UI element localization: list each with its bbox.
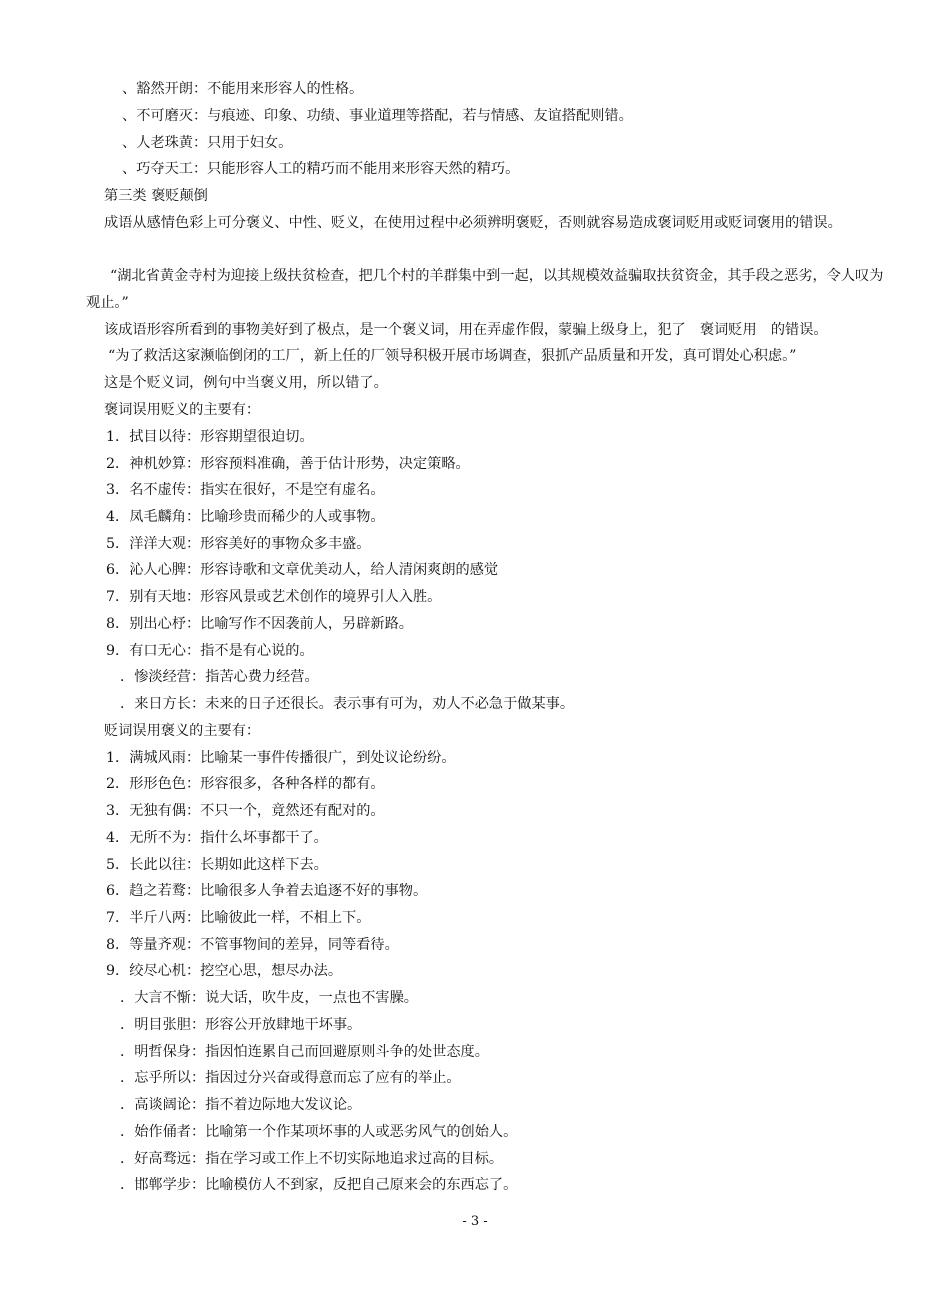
praise-item: ．来日方长：未来的日子还很长。表示事有可为，劝人不必急于做某事。 [120, 696, 575, 712]
note-line: 、不可磨灭：与痕迹、印象、功绩、事业道理等搭配，若与情感、友谊搭配则错。 [122, 108, 633, 124]
praise-item: 6．沁人心脾：形容诗歌和文章优美动人，给人清闲爽朗的感觉 [106, 562, 499, 578]
praise-item: 1．拭目以待：形容期望很迫切。 [106, 429, 314, 445]
note-line: 、豁然开朗：不能用来形容人的性格。 [122, 81, 364, 97]
derog-item: ．明目张胆：形容公开放肆地干坏事。 [120, 1017, 362, 1033]
praise-item: 3．名不虚传：指实在很好，不是空有虚名。 [106, 482, 385, 498]
derog-item: ．好高骛远：指在学习或工作上不切实际地追求过高的目标。 [120, 1151, 504, 1167]
derog-item: ．始作俑者：比喻第一个作某项坏事的人或恶劣风气的创始人。 [120, 1124, 518, 1140]
derog-item: ．高谈阔论：指不着边际地大发议论。 [120, 1097, 362, 1113]
praise-item: 4．凤毛麟角：比喻珍贵而稀少的人或事物。 [106, 509, 385, 525]
explanation-2: 这是个贬义词，例句中当褒义用，所以错了。 [104, 375, 388, 391]
intro-paragraph: 成语从感情色彩上可分褒义、中性、贬义，在使用过程中必须辨明褒贬，否则就容易造成褒词贬用或贬词褒用的错误。 [104, 215, 842, 231]
derog-item: 3．无独有偶：不只一个，竟然还有配对的。 [106, 803, 385, 819]
derog-item: ．大言不惭：说大话，吹牛皮，一点也不害臊。 [120, 990, 418, 1006]
derog-item: ．忘乎所以：指因过分兴奋或得意而忘了应有的举止。 [120, 1070, 461, 1086]
derog-item: ．邯郸学步：比喻模仿人不到家，反把自己原来会的东西忘了。 [120, 1177, 518, 1193]
praise-item: ．惨淡经营：指苦心费力经营。 [120, 669, 319, 685]
section-title: 第三类 褒贬颠倒 [104, 188, 208, 204]
example-quote-1: “湖北省黄金寺村为迎接上级扶贫检查，把几个村的羊群集中到一起，以其规模效益骗取扶贫资金，其手段之恶劣，令人叹为观止。” [86, 268, 884, 311]
praise-item: 9．有口无心：指不是有心说的。 [106, 643, 314, 659]
derog-item: 4．无所不为：指什么坏事都干了。 [106, 830, 328, 846]
derog-item: 9．绞尽心机：挖空心思，想尽办法。 [106, 963, 343, 979]
derog-item: ．明哲保身：指因怕连累自己而回避原则斗争的处世态度。 [120, 1044, 489, 1060]
derog-item: 8．等量齐观：不管事物间的差异，同等看待。 [106, 937, 399, 953]
derog-item: 7．半斤八两：比喻彼此一样，不相上下。 [106, 910, 371, 926]
page-number: - 3 - [462, 1214, 488, 1229]
praise-heading: 褒词误用贬义的主要有： [104, 402, 261, 418]
derog-item: 1．满城风雨：比喻某一事件传播很广，到处议论纷纷。 [106, 750, 456, 766]
explanation-1: 该成语形容所看到的事物美好到了极点，是一个褒义词，用在弄虚作假，蒙骗上级身上，犯了 褒词贬用 的错误。 [104, 322, 828, 338]
derog-item: 5．长此以往：长期如此这样下去。 [106, 857, 328, 873]
example-quote-2: “为了救活这家濒临倒闭的工厂，新上任的厂领导积极开展市场调查，狠抓产品质量和开发，真可谓处心积虑。” [108, 348, 797, 364]
praise-item: 2．神机妙算：形容预料准确，善于估计形势，决定策略。 [106, 456, 470, 472]
praise-item: 5．洋洋大观：形容美好的事物众多丰盛。 [106, 536, 371, 552]
derog-heading: 贬词误用褒义的主要有： [104, 723, 261, 739]
derog-item: 2．形形色色：形容很多，各种各样的都有。 [106, 776, 385, 792]
note-line: 、人老珠黄：只用于妇女。 [122, 135, 293, 151]
praise-item: 7．别有天地：形容风景或艺术创作的境界引人入胜。 [106, 589, 442, 605]
derog-item: 6．趋之若鹜：比喻很多人争着去追逐不好的事物。 [106, 883, 428, 899]
note-line: 、巧夺天工：只能形容人工的精巧而不能用来形容天然的精巧。 [122, 161, 520, 177]
praise-item: 8．别出心杼：比喻写作不因袭前人，另辟新路。 [106, 616, 413, 632]
